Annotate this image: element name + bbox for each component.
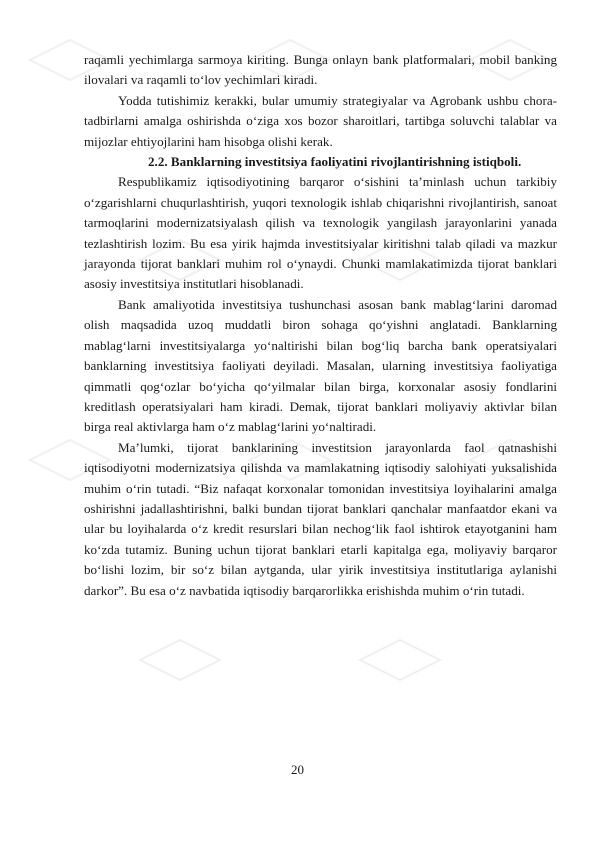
document-page bbox=[84, 50, 557, 601]
page-number: 20 bbox=[291, 762, 304, 777]
paragraph: Bank amaliyotida investitsiya tushunchasi asosan bank mablag‘larini daromad olish maqsadida uzoq muddatli biron sohaga qo‘yishni anglatadi. Banklarning mablag‘larni investitsiyalarga yo‘naltirishi bilan bog‘liq barcha bank operatsiyalari banklarning investitsiya faoliyati deyiladi. Masalan, ularning investitsiya faoliyatiga qimmatli qog‘ozlar bo‘yicha qo‘yilmalar bilan birga, korxonalar asosiy fondlarini kreditlash operatsiyalari ham kiradi. Demak, tijorat banklari moliyaviy aktivlar bilan birga real aktivlarga ham o‘z mablag‘larini yo‘naltiradi. bbox=[84, 296, 557, 435]
paragraph: Yodda tutishimiz kerakki, bular umumiy strategiyalar va Agrobank ushbu chora-tadbirlarni amalga oshirishda o‘ziga xos bozor sharoitlari, tartibga soluvchi talablar va mijozlar ehtiyojlarini ham hisobga olishi kerak. bbox=[84, 92, 557, 149]
paragraph: Respublikamiz iqtisodiyotining barqaror o‘sishini ta’minlash uchun tarkibiy o‘zgarishlarni chuqurlashtirish, yuqori texnologik ishlab chiqarishni rivojlantirish, sanoat tarmoqlarini modernizatsiyalash qilish va texnologik yangilash jarayonlarini yanada tezlashtirish lozim. Bu esa yirik hajmda investitsiyalar kiritishni talab qiladi va mazkur jarayonda tijorat banklari muhim rol o‘ynaydi. Chunki mamlakatimizda tijorat banklari asosiy investitsiya institutlari hisoblanadi. bbox=[84, 174, 557, 292]
paragraph: Ma’lumki, tijorat banklarining investitsion jarayonlarda faol qatnashishi iqtisodiyotni modernizatsiya qilishda va mamlakatning iqtisodiy salohiyati yuksalishida muhim o‘rin tutadi. “Biz nafaqat korxonalar tomonidan investitsiya loyihalarini amalga oshirishni jadallashtirishni, balki bundan tijorat banklari qanchalar manfaatdor ekani va ular bu loyihalarda o‘z kredit resurslari bilan nechog‘lik faol ishtirok etayotganini ham ko‘zda tutamiz. Buning uchun tijorat banklari etarli kapitalga ega, moliyaviy barqaror bo‘lishi lozim, bir so‘z bilan aytganda, ular yirik investitsiya institutlariga aylanishi darkor”. Bu esa o‘z navbatida iqtisodiy barqarorlikka erishishda muhim o‘rin tutadi. bbox=[84, 439, 557, 598]
paragraph: raqamli yechimlarga sarmoya kiriting. Bunga onlayn bank platformalari, mobil banking ilovalari va raqamli to‘lov yechimlari kiradi. bbox=[84, 52, 557, 88]
section-heading: 2.2. Banklarning investitsiya faoliyatini rivojlantirishning istiqboli. bbox=[148, 154, 522, 170]
